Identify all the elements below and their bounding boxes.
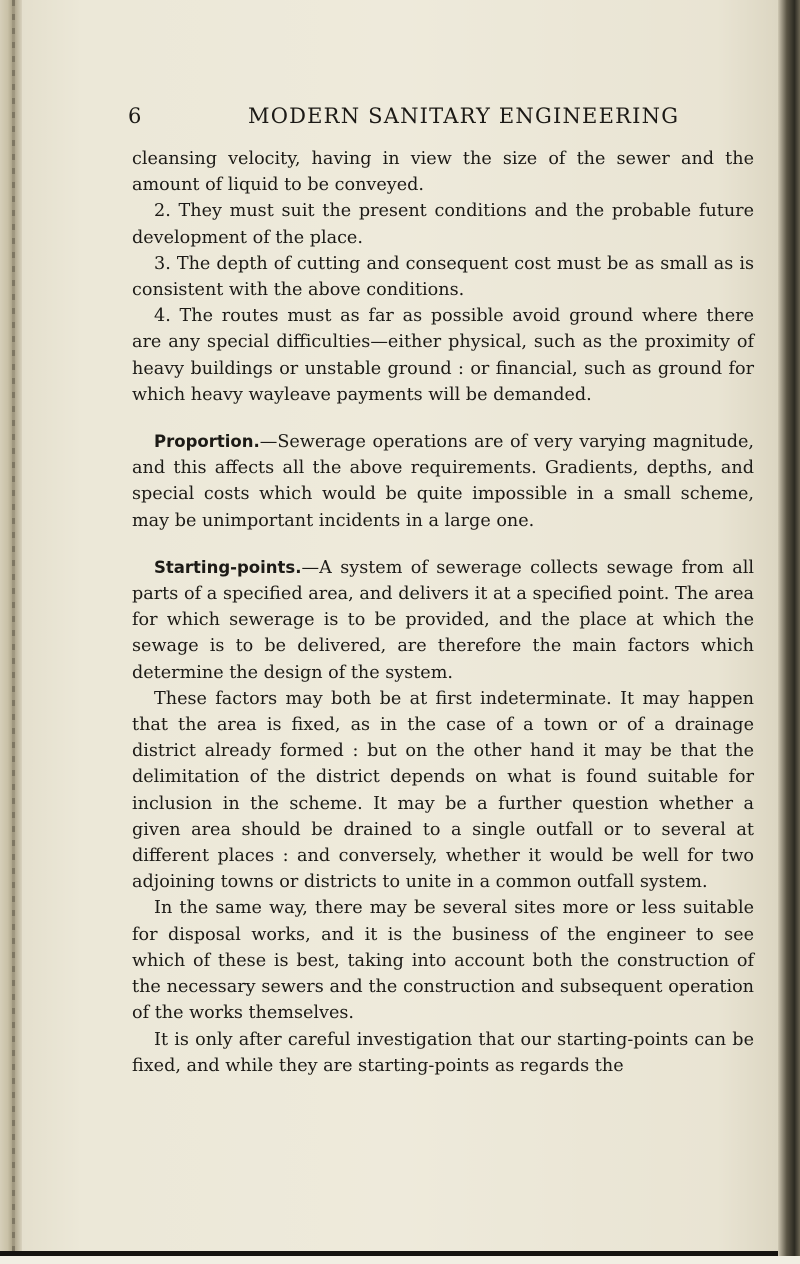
paragraph-continued: cleansing velocity, having in view the size of the sewer and the amount of liquid to be conveyed. (132, 149, 754, 196)
paragraph-item-3: 3. The depth of cutting and consequent cost must be as small as is consistent with the above conditions. (132, 253, 754, 301)
paragraph-proportion-text: —Sewerage operations are of very varying magnitude, and this affects all the above requirements. Gradients, depths, and special costs which would be quite impossible in a small scheme, may be unimportant incidents in a large one. (132, 432, 754, 531)
page-number: 6 (128, 104, 142, 128)
paragraph-proportion (132, 429, 754, 534)
paragraph-starting-points (132, 555, 754, 686)
paragraph-investigation: It is only after careful investigation that our starting-points can be fixed, and while they are starting-points as regards the (132, 1029, 754, 1076)
paragraph-disposal-works: In the same way, there may be several sites more or less suitable for disposal works, and it is the business of the engineer to see which of these is best, taking into account both the construction of the necessary sewers and the construction and subsequent operation of the works themselves. (132, 898, 754, 1024)
section-heading-proportion: Proportion. (154, 432, 260, 452)
left-page-edge (0, 0, 22, 1264)
right-book-edge (778, 0, 800, 1264)
paragraph-item-2: 2. They must suit the present conditions and the probable future development of the place. (132, 201, 754, 248)
section-heading-starting-points: Starting-points. (154, 557, 302, 577)
paragraph-item-4: 4. The routes must as far as possible avoid ground where there are any special difficulties—either physical, such as the proximity of heavy buildings or unstable ground : or financial, such as ground for which heavy wayleave payments will be demanded. (132, 306, 754, 405)
bottom-page-edge (0, 1256, 800, 1264)
page-header (22, 104, 778, 138)
book-page (22, 0, 778, 1264)
body-text (132, 146, 754, 1079)
paragraph-factors: These factors may both be at first indeterminate. It may happen that the area is fixed, as in the case of a town or of a drainage district already formed : but on the other hand it may be that the delimitation of the district depends on what is found suitable for inclusion in the scheme. It may be a further question whether a given area should be drained to a single outfall or to several at different places : and conversely, whether it would be well for two adjoining towns or districts to unite in a common outfall system. (132, 688, 754, 893)
running-head: MODERN SANITARY ENGINEERING (248, 104, 680, 128)
paragraph-starting-points-text: —A system of sewerage collects sewage from all parts of a specified area, and delivers it at a specified point. The area for which sewerage is to be provided, and the place at which the sewage is to be delivered, are therefore the main factors which determine the design of the system. (132, 557, 754, 683)
